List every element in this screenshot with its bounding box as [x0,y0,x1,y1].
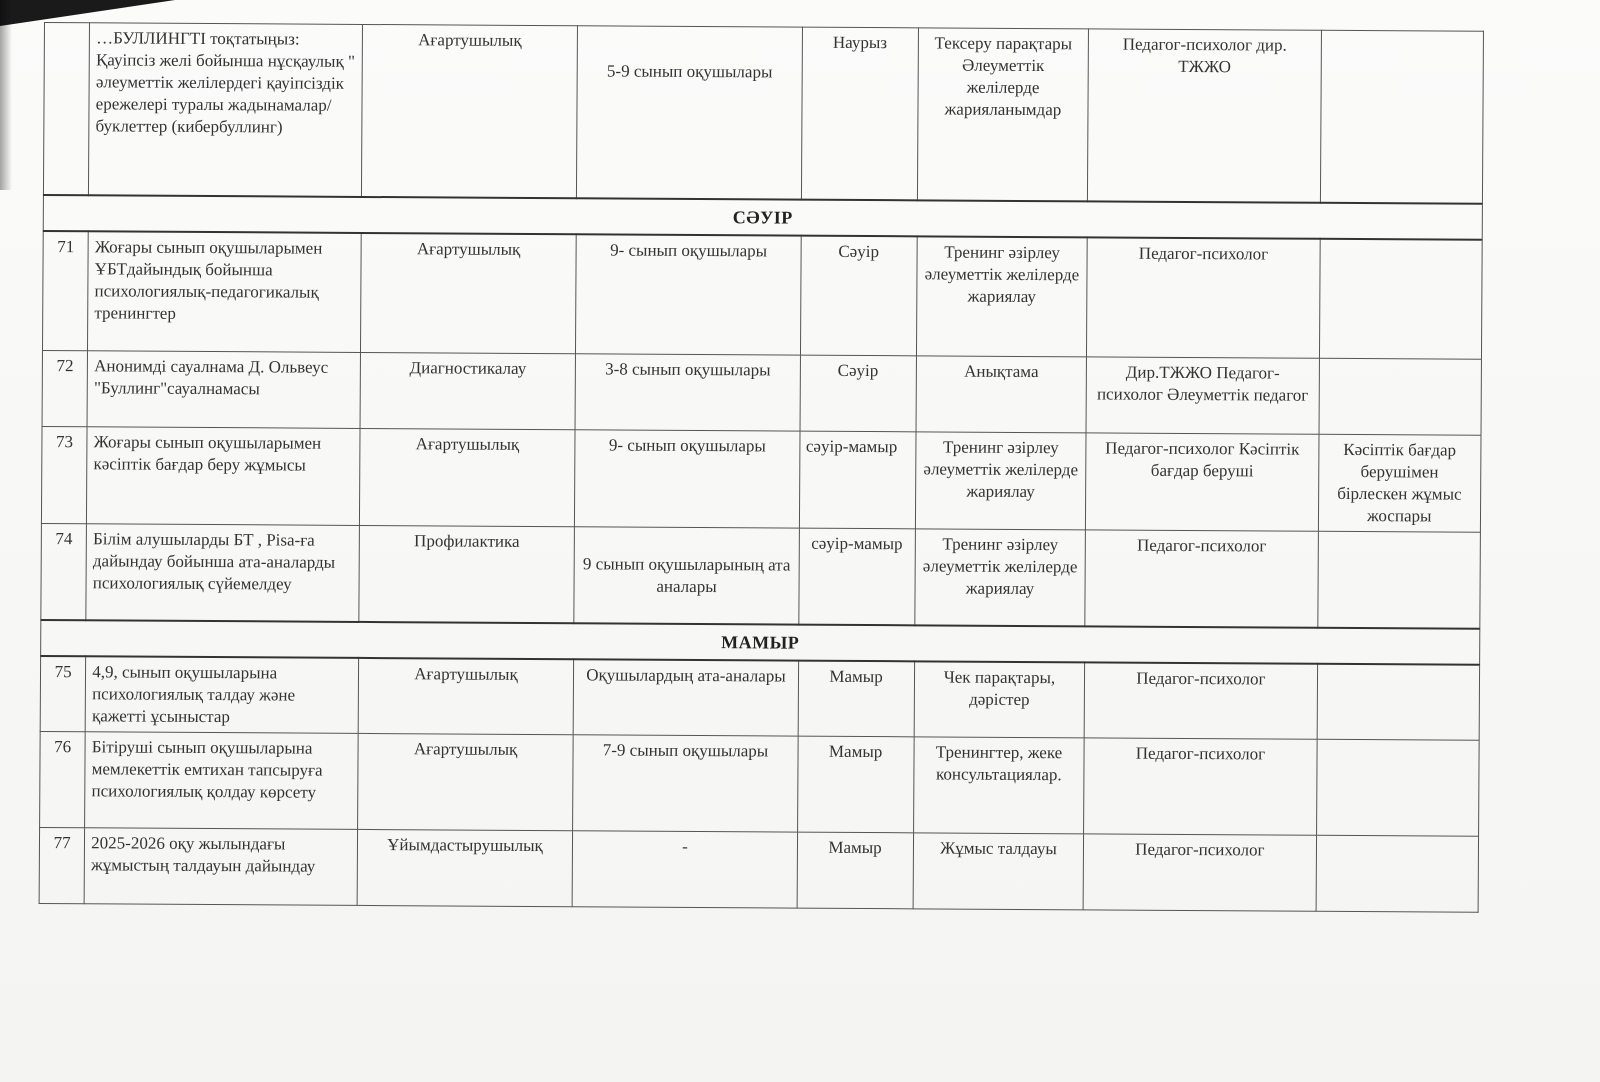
event-note [1317,663,1480,739]
table-row [42,350,1481,435]
event-note [1317,531,1480,628]
row-number: 74 [41,523,87,619]
event-result: Тренинг әзірлеу әлеуметтік желілерде жариялау [916,236,1087,357]
table-row [43,23,1483,204]
event-title: Жоғары сынып оқушыларымен кәсіптік бағдар беру жұмысы [87,427,360,526]
event-type: Диагностикалау [360,352,576,429]
event-type: Ағартушылық [357,733,573,830]
table-row [39,827,1478,912]
event-note: Кәсіптік бағдар берушімен бірлескен жұмыс жоспары [1318,434,1481,532]
table-row [42,230,1482,359]
row-number: 77 [39,827,85,903]
event-type: Ағартушылық [359,428,575,526]
event-responsible: Педагог-психолог [1084,662,1317,739]
event-participants: 9 сынып оқушыларының ата аналары [574,527,799,624]
event-result: Анықтама [916,356,1087,433]
event-participants: 5-9 сынып оқушылары [577,26,802,199]
section-title-may: МАМЫР [41,619,1480,664]
event-time: Мамыр [798,660,915,736]
event-note [1316,835,1479,912]
event-time: Мамыр [797,736,914,833]
row-number: 75 [40,655,86,731]
event-title: Жоғары сынып оқушыларымен ҰБТдайындық бойынша психологиялық-педагогикалық тренингтер [88,231,361,353]
event-title: 2025-2026 оқу жылындағы жұмыстың талдауын дайындау [84,827,357,905]
event-type: Ұйымдастырушылық [357,829,573,906]
event-time: Сәуір [800,235,917,356]
event-type: Профилактика [358,525,574,622]
event-result: Тексеру парақтары Әлеуметтік желілерде жарияланымдар [917,28,1089,201]
event-time: Мамыр [797,832,914,909]
section-title-april: СӘУІР [43,194,1482,239]
event-note [1319,358,1482,435]
event-title: Білім алушыларды БТ , Pisa-ға дайындау бойынша ата-аналарды психологиялық сүйемелдеу [86,524,359,622]
event-result: Тренинг әзірлеу әлеуметтік желілерде жариялау [914,529,1085,626]
event-title: Бітіруші сынып оқушыларына мемлекеттік емтихан тапсыруға психологиялық қолдау көрсету [85,731,358,829]
event-responsible: Педагог-психолог [1084,737,1317,834]
event-title: 4,9, сынып оқушыларына психологиялық талдау және қажетті ұсыныстар [85,656,358,733]
event-note [1320,30,1484,203]
event-participants: 7-9 сынып оқушылары [573,734,798,831]
row-number: 76 [40,731,86,827]
work-plan-table [39,22,1484,912]
event-note [1316,739,1479,836]
event-type: Ағартушылық [358,657,574,734]
event-result: Тренингтер, жеке консультациялар. [913,736,1084,833]
event-time: Сәуір [800,355,917,432]
event-responsible: Педагог-психолог [1085,530,1318,627]
table-row [40,655,1479,739]
row-number: 72 [42,350,88,426]
table-row [41,426,1481,532]
page-fold-shadow [0,0,12,190]
event-participants: 9- сынып оқушылары [575,430,800,528]
row-number: 71 [42,230,88,350]
table-row [40,731,1480,836]
event-participants: 9- сынып оқушылары [576,234,801,355]
event-result: Тренинг әзірлеу әлеуметтік желілерде жариялау [915,432,1086,530]
event-type: Ағартушылық [360,232,577,353]
event-responsible: Педагог-психолог [1083,833,1316,910]
event-participants: 3-8 сынып оқушылары [575,354,800,431]
event-participants: - [573,830,798,907]
event-title: …БУЛЛИНГТІ тоқтатыңыз: Қауіпсіз желі бойынша нұсқаулық " әлеуметтік желілердегі қауіпсіздік ережелері туралы жадынамалар/буклеттер (кибербуллинг) [89,23,362,197]
event-responsible: Педагог-психолог [1087,237,1320,358]
event-type: Ағартушылық [361,24,578,197]
event-responsible: Педагог-психолог Кәсіптік бағдар беруші [1086,433,1319,531]
event-note [1319,238,1482,359]
event-time: сәуір-мамыр [798,528,915,625]
event-result: Жұмыс талдауы [913,832,1084,909]
event-responsible: Дир.ТЖЖО Педагог-психолог Әлеуметтік педагог [1086,357,1319,434]
event-participants: Оқушылардың ата-аналары [574,659,799,736]
event-title: Анонимді сауалнама Д. Ольвеус "Буллинг"сауалнамасы [87,351,360,429]
row-number: 73 [41,426,87,523]
event-time: Наурыз [801,27,918,200]
event-result: Чек парақтары, дәрістер [914,661,1085,738]
event-responsible: Педагог-психолог дир. ТЖЖО [1088,29,1321,202]
table-row [41,523,1481,628]
event-time: сәуір-мамыр [799,431,916,529]
row-number [43,23,89,195]
